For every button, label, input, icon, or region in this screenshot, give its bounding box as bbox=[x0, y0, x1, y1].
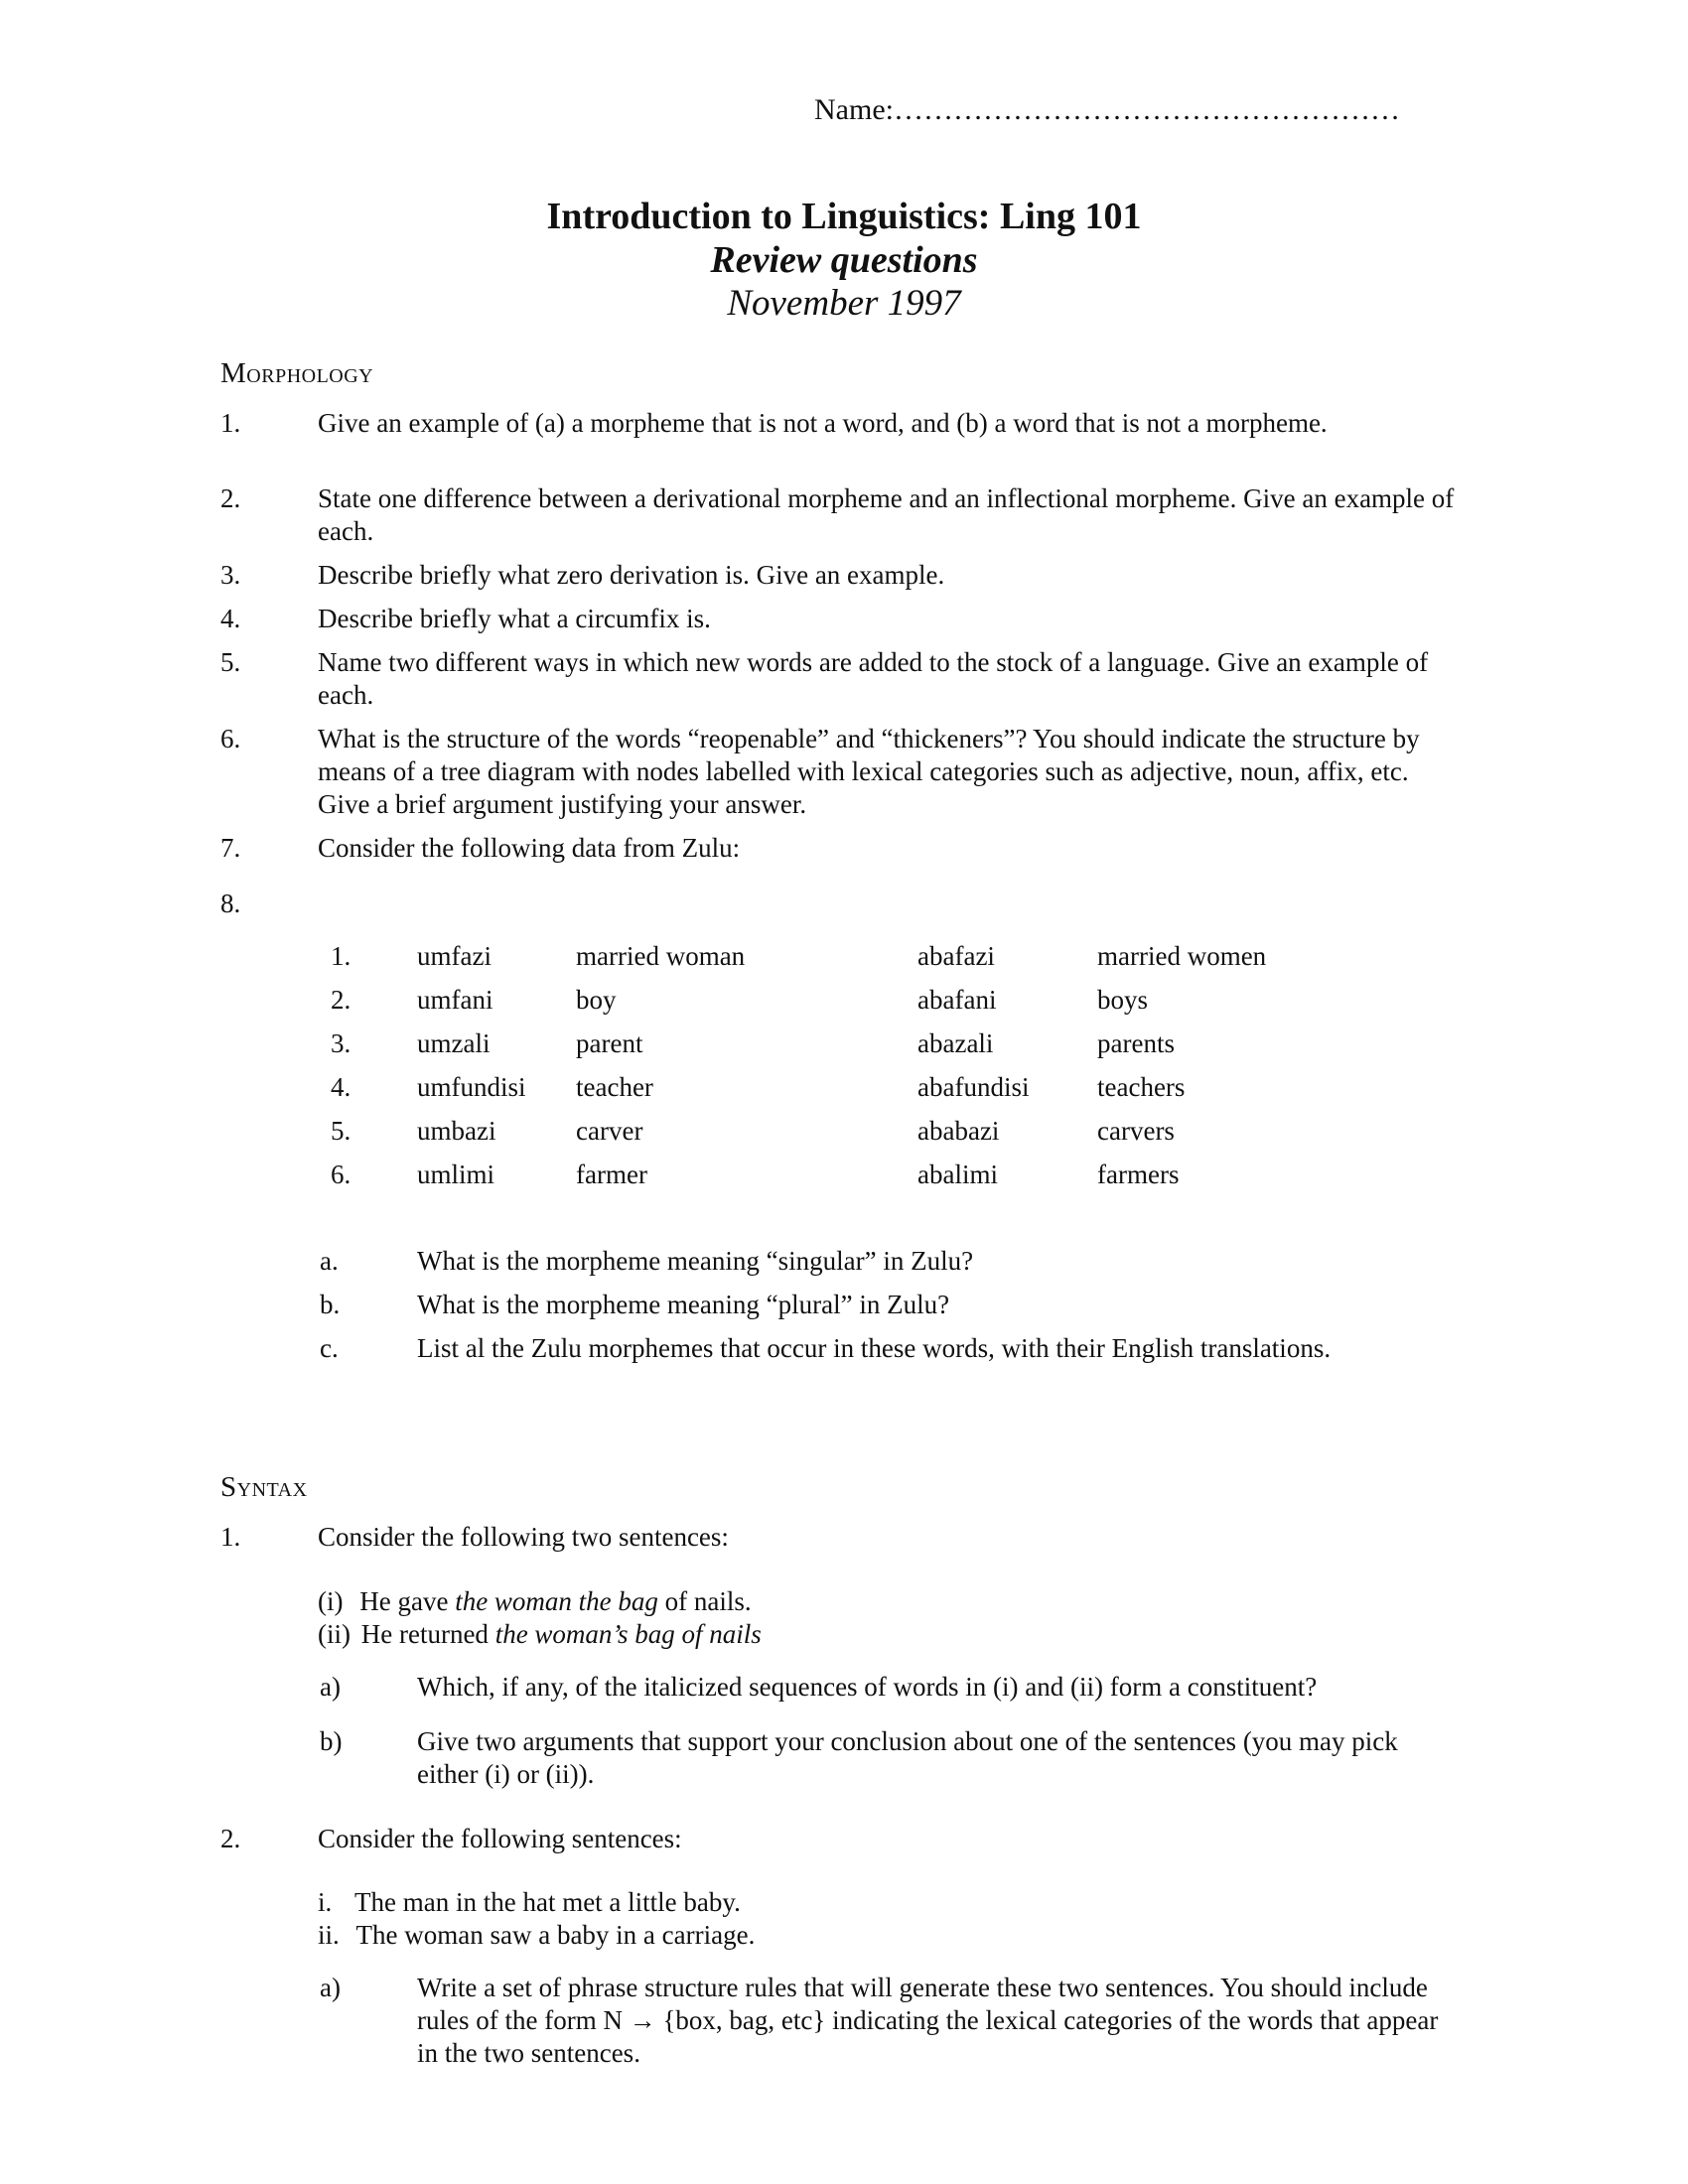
question-text: Consider the following data from Zulu: bbox=[318, 833, 741, 863]
part-text: Give two arguments that support your conclusion about one of the sentences (you may pick either (i) or (ii)). bbox=[417, 1726, 1398, 1789]
sub-question-label: b. bbox=[320, 1290, 341, 1319]
question-text: Consider the following two sentences: bbox=[318, 1522, 729, 1552]
singular-gloss: carver bbox=[576, 1116, 643, 1146]
row-number: 5. bbox=[331, 1116, 352, 1146]
part-text: Which, if any, of the italicized sequences of words in (i) and (ii) form a constituent? bbox=[417, 1672, 1318, 1702]
question-text: Consider the following sentences: bbox=[318, 1824, 682, 1853]
sub-question-text: What is the morpheme meaning “singular” in Zulu? bbox=[417, 1246, 974, 1276]
question-text: Give an example of (a) a morpheme that is not a word, and (b) a word that is not a morpheme. bbox=[318, 408, 1328, 438]
singular-gloss: farmer bbox=[576, 1160, 647, 1189]
plural-form: abalimi bbox=[917, 1160, 998, 1189]
plural-form: abafazi bbox=[917, 941, 995, 971]
sentence-label: (i) bbox=[318, 1586, 344, 1616]
row-number: 6. bbox=[331, 1160, 352, 1189]
sentence-label: (ii) bbox=[318, 1619, 351, 1649]
plural-form: abafani bbox=[917, 985, 997, 1015]
part-label: a) bbox=[320, 1672, 341, 1702]
name-blank-line: …………………………………………… bbox=[893, 93, 1400, 126]
document-subtitle: Review questions bbox=[710, 239, 978, 281]
singular-gloss: married woman bbox=[576, 941, 746, 971]
example-sentence-ii bbox=[318, 1618, 762, 1651]
question-text: Describe briefly what zero derivation is. Give an example. bbox=[318, 560, 945, 590]
part-label: b) bbox=[320, 1726, 343, 1756]
name-field[interactable] bbox=[814, 93, 1400, 127]
question-number: 8. bbox=[220, 888, 241, 918]
plural-form: abazali bbox=[917, 1028, 994, 1058]
example-sentence-i bbox=[318, 1886, 741, 1919]
singular-form: umzali bbox=[417, 1028, 491, 1058]
example-sentence-i bbox=[318, 1585, 752, 1618]
singular-form: umfundisi bbox=[417, 1072, 526, 1102]
sentence-plain: of nails. bbox=[657, 1586, 752, 1616]
plural-gloss: teachers bbox=[1097, 1072, 1186, 1102]
sub-question-text: What is the morpheme meaning “plural” in Zulu? bbox=[417, 1290, 950, 1319]
row-number: 4. bbox=[331, 1072, 352, 1102]
plural-gloss: parents bbox=[1097, 1028, 1175, 1058]
question-text: Describe briefly what a circumfix is. bbox=[318, 604, 711, 633]
question-number: 4. bbox=[220, 604, 241, 633]
question-text: Name two different ways in which new words are added to the stock of a language. Give an example of each. bbox=[318, 647, 1429, 710]
sentence-text: The man in the hat met a little baby. bbox=[354, 1887, 741, 1917]
part-label: a) bbox=[320, 1973, 341, 2002]
row-number: 1. bbox=[331, 941, 352, 971]
plural-form: abafundisi bbox=[917, 1072, 1030, 1102]
section-heading-syntax: Syntax bbox=[220, 1471, 308, 1503]
question-text: State one difference between a derivational morpheme and an inflectional morpheme. Give an example of each. bbox=[318, 483, 1455, 546]
question-number: 3. bbox=[220, 560, 241, 590]
document-title: Introduction to Linguistics: Ling 101 bbox=[546, 196, 1142, 237]
singular-gloss: parent bbox=[576, 1028, 643, 1058]
sentence-plain: He gave bbox=[359, 1586, 456, 1616]
plural-gloss: farmers bbox=[1097, 1160, 1180, 1189]
sentence-italic: the woman the bag bbox=[455, 1586, 658, 1616]
sub-question-text: List al the Zulu morphemes that occur in these words, with their English translations. bbox=[417, 1333, 1332, 1363]
document-date: November 1997 bbox=[727, 283, 961, 324]
plural-form: ababazi bbox=[917, 1116, 1000, 1146]
sentence-text: The woman saw a baby in a carriage. bbox=[355, 1920, 756, 1950]
question-text: What is the structure of the words “reopenable” and “thickeners”? You should indicate the structure by means of a tree diagram with nodes labelled with lexical categories such as adjective, noun, affix, etc. Give a brief argument justifying your answer. bbox=[318, 724, 1420, 819]
singular-gloss: teacher bbox=[576, 1072, 653, 1102]
plural-gloss: boys bbox=[1097, 985, 1149, 1015]
sentence-italic: the woman’s bag of nails bbox=[494, 1619, 762, 1649]
section-heading-morphology: Morphology bbox=[220, 357, 374, 389]
question-number: 2. bbox=[220, 483, 241, 513]
row-number: 3. bbox=[331, 1028, 352, 1058]
row-number: 2. bbox=[331, 985, 352, 1015]
example-sentence-ii bbox=[318, 1919, 755, 1952]
question-number: 2. bbox=[220, 1824, 241, 1853]
plural-gloss: married women bbox=[1097, 941, 1267, 971]
question-number: 1. bbox=[220, 408, 241, 438]
question-number: 1. bbox=[220, 1522, 241, 1552]
singular-form: umlimi bbox=[417, 1160, 495, 1189]
singular-gloss: boy bbox=[576, 985, 617, 1015]
plural-gloss: carvers bbox=[1097, 1116, 1175, 1146]
question-number: 7. bbox=[220, 833, 241, 863]
singular-form: umfazi bbox=[417, 941, 492, 971]
sentence-label: ii. bbox=[318, 1920, 340, 1950]
singular-form: umfani bbox=[417, 985, 493, 1015]
part-text: Write a set of phrase structure rules that will generate these two sentences. You should include rules of the form N → {box, bag, etc} indicating the lexical categories of the words that appear in the two sentences. bbox=[417, 1973, 1439, 2068]
question-number: 6. bbox=[220, 724, 241, 753]
name-label: Name: bbox=[814, 93, 894, 126]
sentence-label: i. bbox=[318, 1887, 333, 1917]
question-number: 5. bbox=[220, 647, 241, 677]
sentence-plain: He returned bbox=[360, 1619, 495, 1649]
sub-question-label: c. bbox=[320, 1333, 339, 1363]
sub-question-label: a. bbox=[320, 1246, 339, 1276]
singular-form: umbazi bbox=[417, 1116, 496, 1146]
